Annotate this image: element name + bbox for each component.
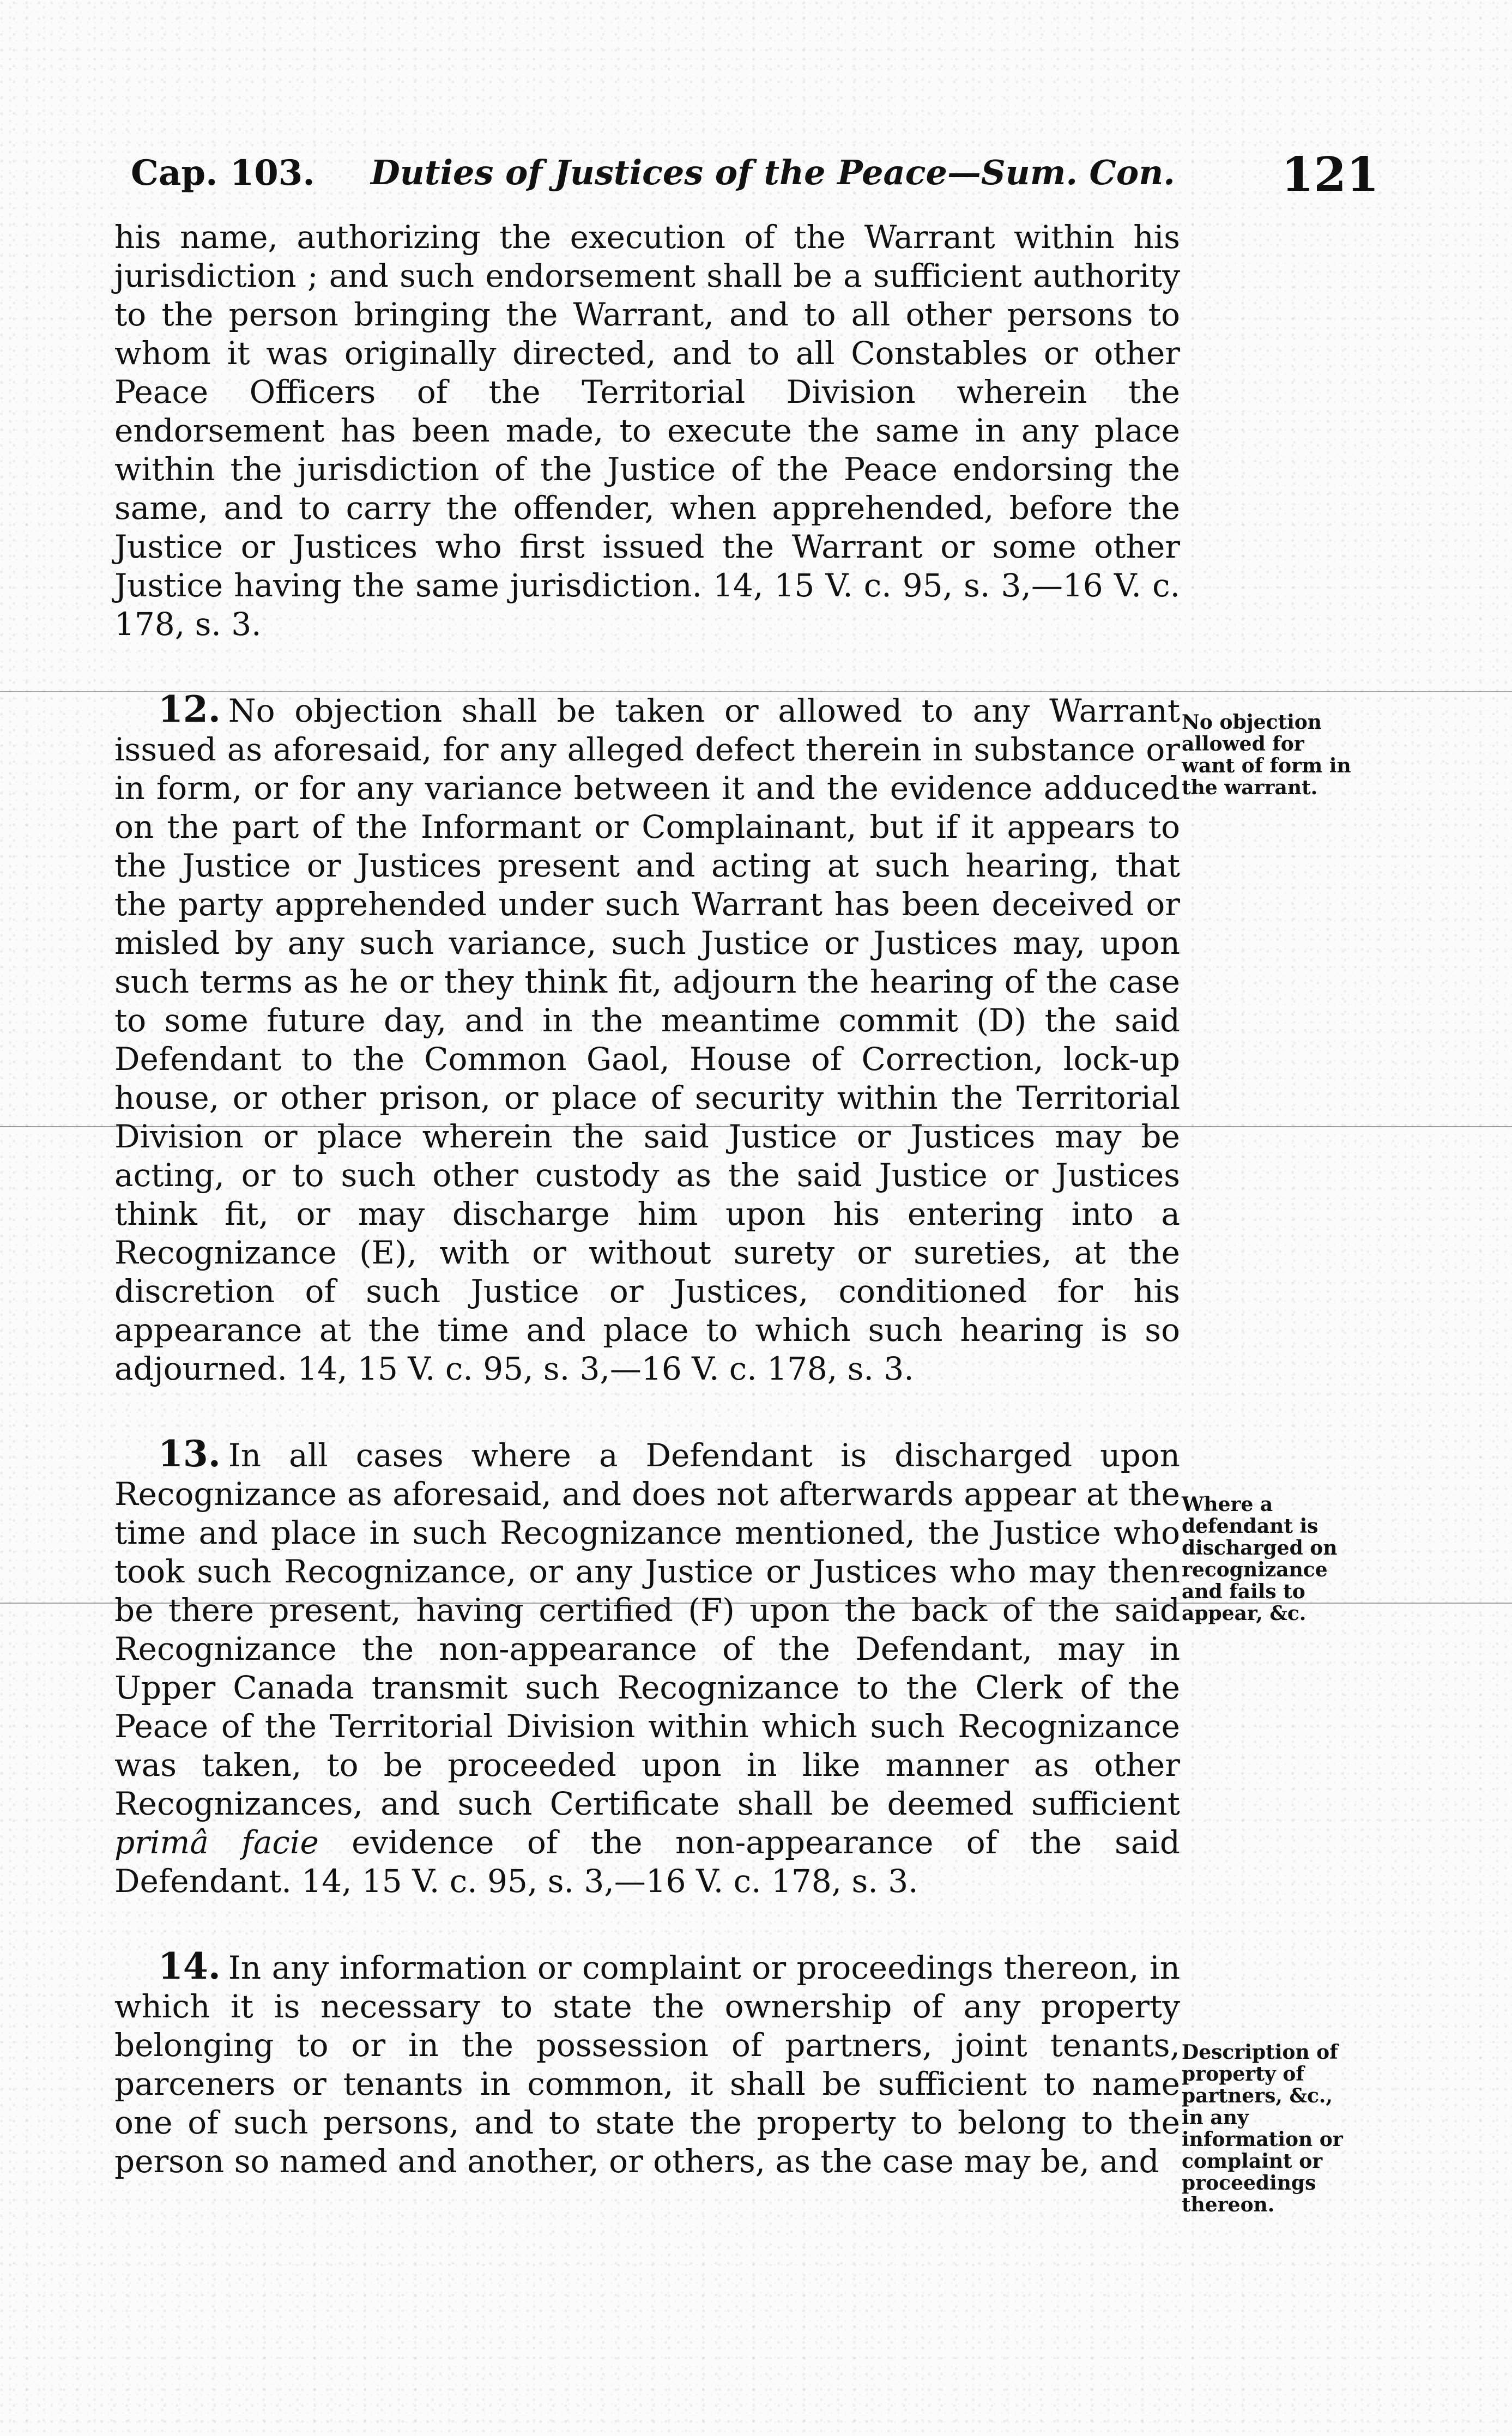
margin-note-no-objection: No objection allowed for want of form in the warrant. bbox=[1182, 711, 1351, 799]
page-header bbox=[125, 147, 1390, 218]
paragraph-continuation bbox=[114, 218, 1180, 644]
section-number: 13. bbox=[158, 1432, 221, 1475]
body-text bbox=[114, 218, 1180, 2181]
paragraph-text: his name, authorizing the execution of the Warrant within his jurisdiction ; and such endorsement shall be a sufficient authority to the person bringing the Warrant, and to all other persons to whom it was originally directed, and to all Constables or other Peace Officers of the Territorial Division wherein the endorsement has been made, to execute the same in any place within the jurisdiction of the Justice of the Peace endorsing the same, and to carry the offender, when apprehended, before the Justice or Justices who first issued the Warrant or some other Justice having the same jurisdiction. 14, 15 V. c. 95, s. 3,—16 V. c. 178, s. 3. bbox=[114, 219, 1180, 643]
section-13 bbox=[114, 1432, 1180, 1901]
running-title: Duties of Justices of the Peace—Sum. Con. bbox=[371, 153, 1175, 192]
paragraph-text: In all cases where a Defendant is discharged upon Recognizance as aforesaid, and does not afterwards appear at the time and place in such Recognizance mentioned, the Justice who took such Recognizance, or any Justice or Justices who may then be there present, having certified (F) upon the back of the said Recognizance the non-appearance of the Defendant, may in Upper Canada transmit such Recognizance to the Clerk of the Peace of the Territorial Division within which such Recognizance was taken, to be proceeded upon in like manner as other Recognizances, and such Certificate shall be deemed sufficient bbox=[114, 1437, 1180, 1822]
section-number: 14. bbox=[158, 1945, 221, 1987]
paragraph-text: evidence of the non-appearance of the said Defendant. 14, 15 V. c. 95, s. 3,—16 V. c. 178, s. 3. bbox=[114, 1824, 1180, 1900]
paragraph-text: In any information or complaint or proceedings thereon, in which it is necessary to state the ownership of any property belonging to or in the possession of partners, joint tenants, parceners or tenants in common, it shall be sufficient to name one of such persons, and to state the property to belong to the person so named and another, or others, as the case may be, and bbox=[114, 1949, 1180, 2180]
italic-phrase: primâ facie bbox=[114, 1824, 319, 1861]
section-12 bbox=[114, 690, 1180, 1388]
section-number: 12. bbox=[158, 688, 221, 730]
page-number: 121 bbox=[1281, 147, 1379, 202]
paragraph-text: No objection shall be taken or allowed to any Warrant issued as aforesaid, for any alleged defect therein in substance or in form, or for any variance between it and the evidence adduced on the part of the Informant or Complainant, but if it appears to the Justice or Justices present and acting at such hearing, that the party apprehended under such Warrant has been deceived or misled by any such variance, such Justice or Justices may, upon such terms as he or they think fit, adjourn the hearing of the case to some future day, and in the meantime commit (D) the said Defendant to the Common Gaol, House of Correction, lock-up house, or other prison, or place of security within the Territorial Division or place wherein the said Justice or Justices may be acting, or to such other custody as the said Justice or Justices think fit, or may discharge him upon his entering into a Recognizance (E), with or without surety or sureties, at the discretion of such Justice or Justices, conditioned for his appearance at the time and place to which such hearing is so adjourned. 14, 15 V. c. 95, s. 3,—16 V. c. 178, s. 3. bbox=[114, 692, 1180, 1387]
margin-note-defendant-discharged: Where a defendant is discharged on recognizance and fails to appear, &c. bbox=[1182, 1493, 1338, 1625]
chapter-label: Cap. 103. bbox=[131, 153, 315, 194]
section-14 bbox=[114, 1947, 1180, 2181]
margin-note-description-of-property: Description of property of partners, &c., in any information or complaint or proceedings thereon. bbox=[1182, 2041, 1343, 2216]
